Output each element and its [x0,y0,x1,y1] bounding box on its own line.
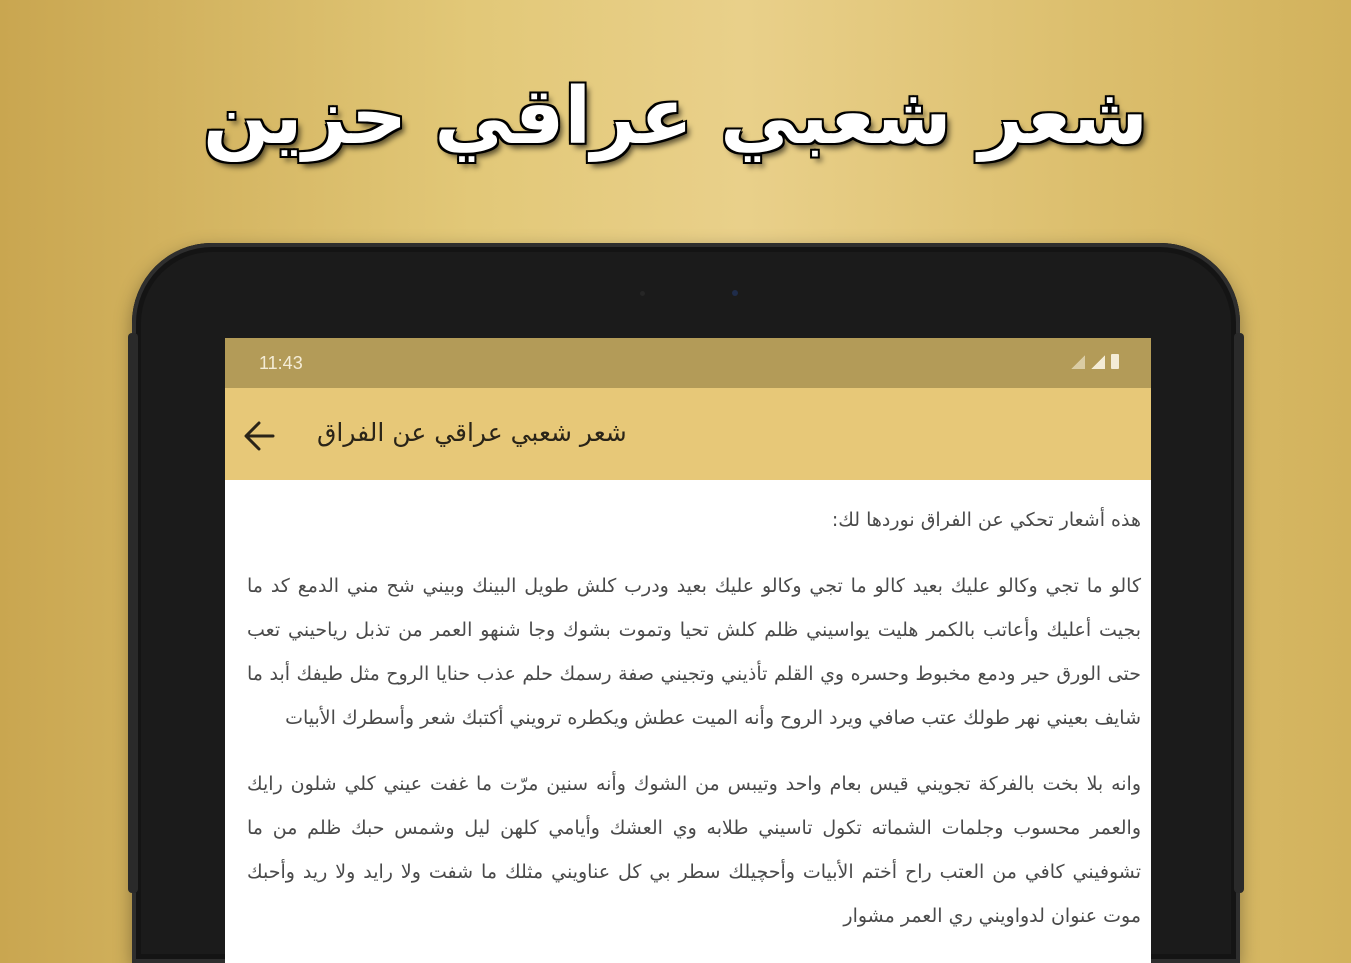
tablet-side-button [128,333,138,893]
poem-paragraph: وانه بلا بخت بالفركة تجويني قيس بعام واحد وتيبس من الشوك وأنه سنين مرّت ما غفت عيني كلي شلون رايك والعمر محسوب وجلمات الشماته تكول تاسيني طلابه وي العشك وأيامي كلهن ليل وشمس حبك ظلم من ما تشوفيني كافي من العتب راح أختم الأبيات وأحچيلك سطر بي كل عناويني مثلك ما شفت ولا رايد ولا ريد وأحبك موت عنوان لدواويني ري العمر مشوار [247,773,1141,927]
camera-icon [732,290,738,296]
poem-paragraph: كالو ما تجي وكالو عليك بعيد كالو ما تجي وكالو عليك بعيد ودرب كلش طويل البينك وبيني شح مني الدمع كد ما بجيت أعليك وأعاتب بالكمر هليت يواسيني ظلم كلش تحيا وتموت بشوك وجا شنهو العمر من تذبل رياحيني تعب حتى الورق حير ودمع مخبوط وحسره وي القلم تأذيني وتجيني صفة رسمك حلم عذب حنايا الروح مثل طيفك أبد ما شايف بعيني نهر طولك عتب صافي ويرد الروح وأنه الميت عطش ويكطره ترويني أكتبك شعر وأسطرك الأبيات [247,575,1141,729]
sensor-dot [640,291,645,296]
app-screen [225,338,1151,963]
poem-content [225,480,1151,938]
wifi-icon [1071,355,1085,369]
signal-icon [1091,355,1105,369]
status-time: 11:43 [259,353,303,373]
app-bar-title: شعر شعبي عراقي عن الفراق [317,418,627,447]
tablet-frame [132,243,1240,963]
back-button[interactable] [239,416,279,456]
status-bar [225,338,1151,388]
intro-text: هذه أشعار تحكي عن الفراق نوردها لك: [831,509,1141,531]
tablet-side-button [1234,333,1244,893]
app-bar [225,388,1151,480]
status-icons [1071,354,1119,369]
battery-icon [1111,354,1119,369]
promo-title: شعر شعبي عراقي حزين [203,72,1148,162]
arrow-back-icon [239,416,279,456]
